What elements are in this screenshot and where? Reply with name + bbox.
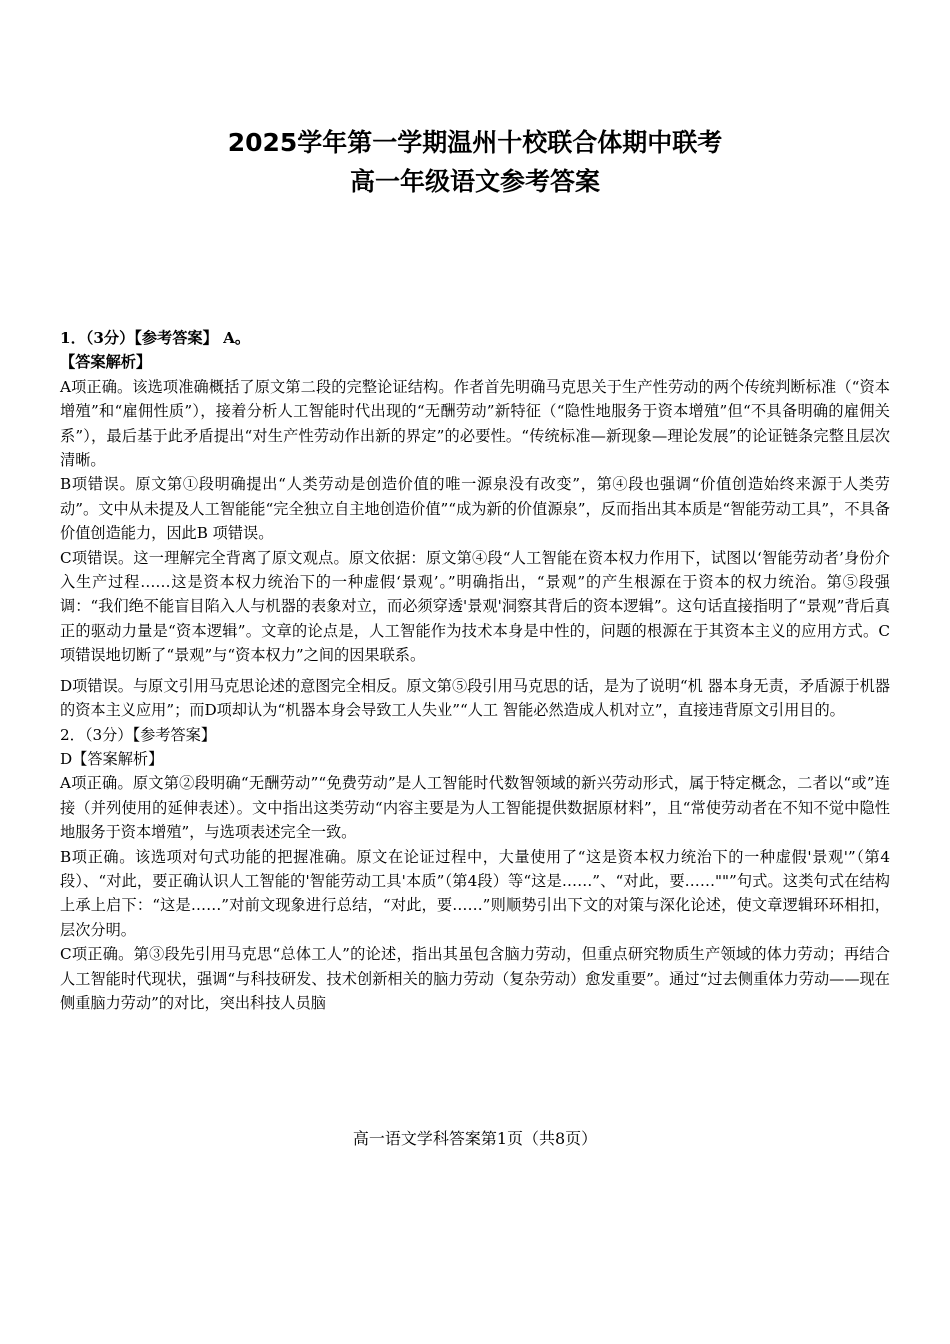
question-2-analysis-label: D【答案解析】 <box>60 749 164 768</box>
question-1-option-c: C项错误。这一理解完全背离了原文观点。原文依据：原文第④段“人工智能在资本权力作用下，试图以‘智能劳动者’身份介入生产过程……这是资本权力统治下的一种虚假‘景观’。”明确指出，“景观”的产生根源在于资本的权力统治。第⑤段强调：“我们绝不能盲目陷入人与机器的表象对立，而必须穿透'景观'洞察其背后的资本逻辑”。这句话直接指明了“景观”背后真正的驱动力量是“资本逻辑”。文章的论点是，人工智能作为技术本身是中性的，问题的根源在于其资本主义的应用方式。C项错误地切断了“景观”与“资本权力”之间的因果联系。 <box>60 548 890 665</box>
question-2-option-c: C项正确。第③段先引用马克思“总体工人”的论述，指出其虽包含脑力劳动，但重点研究物质生产领域的体力劳动；再结合人工智能时代现状，强调“与科技研发、技术创新相关的脑力劳动（复杂劳动）愈发重要”。通过“过去侧重体力劳动——现在侧重脑力劳动”的对比，突出科技人员脑 <box>60 945 890 1012</box>
question-2-option-a: A项正确。原文第②段明确“无酬劳动”“免费劳动”是人工智能时代数智领域的新兴劳动形式，属于特定概念，二者以“或”连接（并列使用的延伸表述）。文中指出这类劳动“内容主要是为人工智能提供数据原材料”，且“常使劳动者在不知不觉中隐性地服务于资本增殖”，与选项表述完全一致。 <box>60 774 890 842</box>
answer-content <box>60 326 890 1015</box>
document-subtitle: 高一年级语文参考答案 <box>349 167 600 196</box>
question-2-heading: 2．（3分）【参考答案】 <box>60 725 217 744</box>
question-1-heading: 1．（3分）【参考答案】 A。 <box>60 329 251 347</box>
question-1-option-a: A项正确。该选项准确概括了原文第二段的完整论证结构。作者首先明确马克思关于生产性劳动的两个传统判断标准（“资本增殖”和“雇佣性质”），接着分析人工智能时代出现的“无酬劳动”新特征（“隐性地服务于资本增殖”但“不具备明确的雇佣关系”），最后基于此矛盾提出“对生产性劳动作出新的界定”的必要性。“传统标准—新现象—理论发展”的论证链条完整且层次清晰。 <box>60 377 890 470</box>
document-title: 2025学年第一学期温州十校联合体期中联考 <box>227 128 723 157</box>
question-1-analysis-label: 【答案解析】 <box>60 353 152 372</box>
question-1-option-b: B项错误。原文第①段明确提出“人类劳动是创造价值的唯一源泉没有改变”，第④段也强调“价值创造始终来源于人类劳动”。文中从未提及人工智能能“完全独立自主地创造价值”“成为新的价值源泉”，反而指出其本质是“智能劳动工具”，不具备价值创造能力，因此B 项错误。 <box>60 475 890 543</box>
page-footer: 高一语文学科答案第1页（共8页） <box>352 1129 598 1148</box>
question-1-option-d: D项错误。与原文引用马克思论述的意图完全相反。原文第⑤段引用马克思的话，是为了说明“机 器本身无责，矛盾源于机器的资本主义应用”；而D项却认为“机器本身会导致工人失业”“人工 智能必然造成人机对立”，直接违背原文引用目的。 <box>60 676 890 720</box>
question-2-option-b: B项正确。该选项对句式功能的把握准确。原文在论证过程中，大量使用了“这是资本权力统治下的一种虚假'景观'”（第4段）、“对此，要正确认识人工智能的'智能劳动工具'本质”（第4段）等“这是……”、“对此，要……""”句式。这类句式在结构上承上启下：“这是……”对前文现象进行总结，“对此，要……”则顺势引出下文的对策与深化论述，使文章逻辑环环相扣，层次分明。 <box>60 847 890 939</box>
